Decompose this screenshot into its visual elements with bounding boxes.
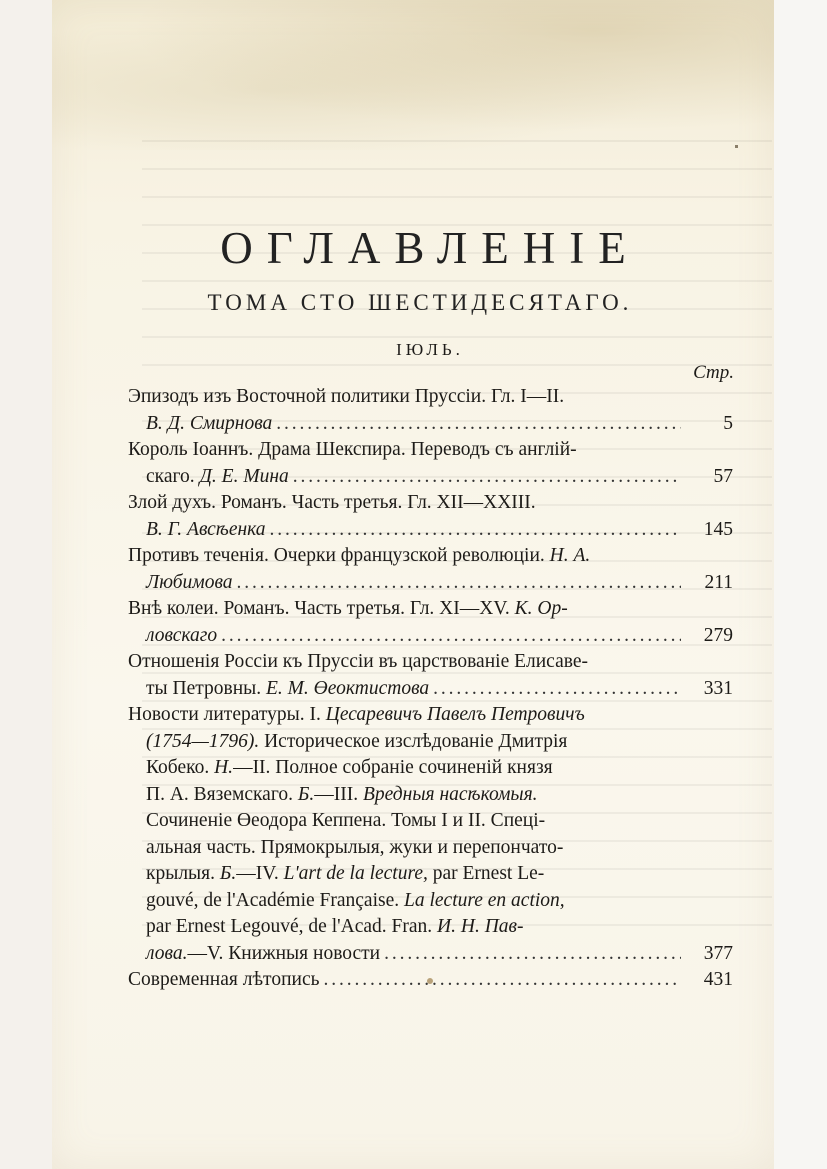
entry-text: Кобеко.: [146, 757, 210, 778]
entry-author-cont: Любимова: [146, 571, 233, 593]
entry-text: —V. Книжныя новости: [187, 942, 381, 964]
entry-author: К. Ор-: [514, 598, 568, 619]
scan-margin: [774, 0, 827, 1169]
entry-title: Внѣ колеи. Романъ. Часть третья. Гл. XI—XV.: [128, 598, 510, 619]
entry-title: Злой духъ. Романъ. Часть третья. Гл. XII—XXIII.: [128, 492, 536, 513]
page-column-header: Стр.: [693, 362, 734, 383]
entry-page: 57: [713, 465, 733, 487]
entry-author: Б.: [297, 783, 315, 805]
entry-title-cont: скаго.: [146, 465, 195, 487]
toc-entry: [128, 702, 733, 967]
entry-text: par Ernest Le-: [432, 863, 545, 884]
entry-author: Н.: [214, 757, 234, 778]
speck: [735, 145, 738, 148]
entry-author: Е. М. Өеоктистова: [266, 677, 430, 699]
entry-text: —II. Полное собраніе сочиненій князя: [233, 757, 553, 778]
entry-subtitle: Цесаревичъ Павелъ Петровичъ: [325, 704, 585, 725]
entry-page: 211: [704, 571, 733, 593]
toc-entry: [128, 437, 733, 490]
entry-page: 5: [723, 412, 733, 434]
entry-author: Д. Е. Мина: [199, 465, 289, 487]
entry-text: крылыя.: [146, 863, 216, 884]
entry-subtitle: Вредныя насѣкомыя.: [362, 783, 538, 805]
entry-author: В. Д. Смирнова: [146, 412, 273, 434]
toc-entry: [128, 384, 733, 437]
toc-entry: [128, 543, 733, 596]
entry-text: Сочиненіе Өеодора Кеппена. Томы I и II. Спеці-: [146, 810, 546, 831]
toc-entry: [128, 649, 733, 702]
entry-page: 145: [703, 518, 733, 540]
entry-title: Король Іоаннъ. Драма Шекспира. Переводъ съ англій-: [128, 439, 577, 460]
entry-text: Историческое изслѣдованіе Дмитрія: [264, 730, 568, 752]
ink-dot: [427, 978, 433, 984]
entry-author: Н. А.: [549, 545, 591, 566]
entry-author-cont: ловскаго: [146, 624, 218, 646]
entry-subtitle: L'art de la lecture,: [283, 863, 428, 884]
entry-author-cont: лова.: [146, 942, 188, 964]
page-subtitle: ТОМА СТО ШЕСТИДЕСЯТАГО.: [207, 290, 633, 315]
entry-text: par Ernest Legouvé, de l'Acad. Fran.: [146, 916, 433, 937]
entry-subtitle: La lecture en action,: [404, 889, 565, 911]
entry-page: 377: [703, 942, 733, 964]
entry-text: —IV.: [236, 863, 279, 884]
page-title: ОГЛАВЛЕНІЕ: [220, 223, 640, 273]
entry-title: Отношенія Россіи къ Пруссіи въ царствованіе Елисаве-: [128, 651, 588, 672]
entry-text: П. А. Вяземскаго.: [146, 783, 293, 805]
entry-text: (1754—1796).: [146, 730, 260, 752]
entry-title: Современная лѣтопись: [128, 969, 320, 990]
entry-author: Б.: [219, 863, 237, 884]
toc-entry: [128, 490, 733, 543]
entry-title: Эпизодъ изъ Восточной политики Пруссіи. Гл. I—II.: [128, 386, 565, 407]
entry-page: 279: [703, 624, 733, 646]
entry-text: альная часть. Прямокрылыя, жуки и перепончато-: [146, 836, 564, 858]
entry-title: Противъ теченія. Очерки французской революціи.: [128, 545, 545, 566]
entry-page: 331: [703, 677, 733, 699]
entry-title: Новости литературы. I.: [128, 704, 321, 725]
entry-text: —III.: [314, 783, 359, 805]
table-of-contents: [128, 384, 733, 994]
entry-text: gouvé, de l'Académie Française.: [146, 889, 400, 911]
entry-author: В. Г. Авсѣенка: [146, 518, 266, 540]
paper-stain: [52, 0, 774, 150]
entry-title-cont: ты Петровны.: [146, 677, 262, 699]
month-heading: ІЮЛЬ.: [396, 340, 464, 359]
entry-page: 431: [703, 969, 733, 990]
entry-author: И. Н. Пав-: [437, 916, 524, 937]
toc-entry: [128, 596, 733, 649]
